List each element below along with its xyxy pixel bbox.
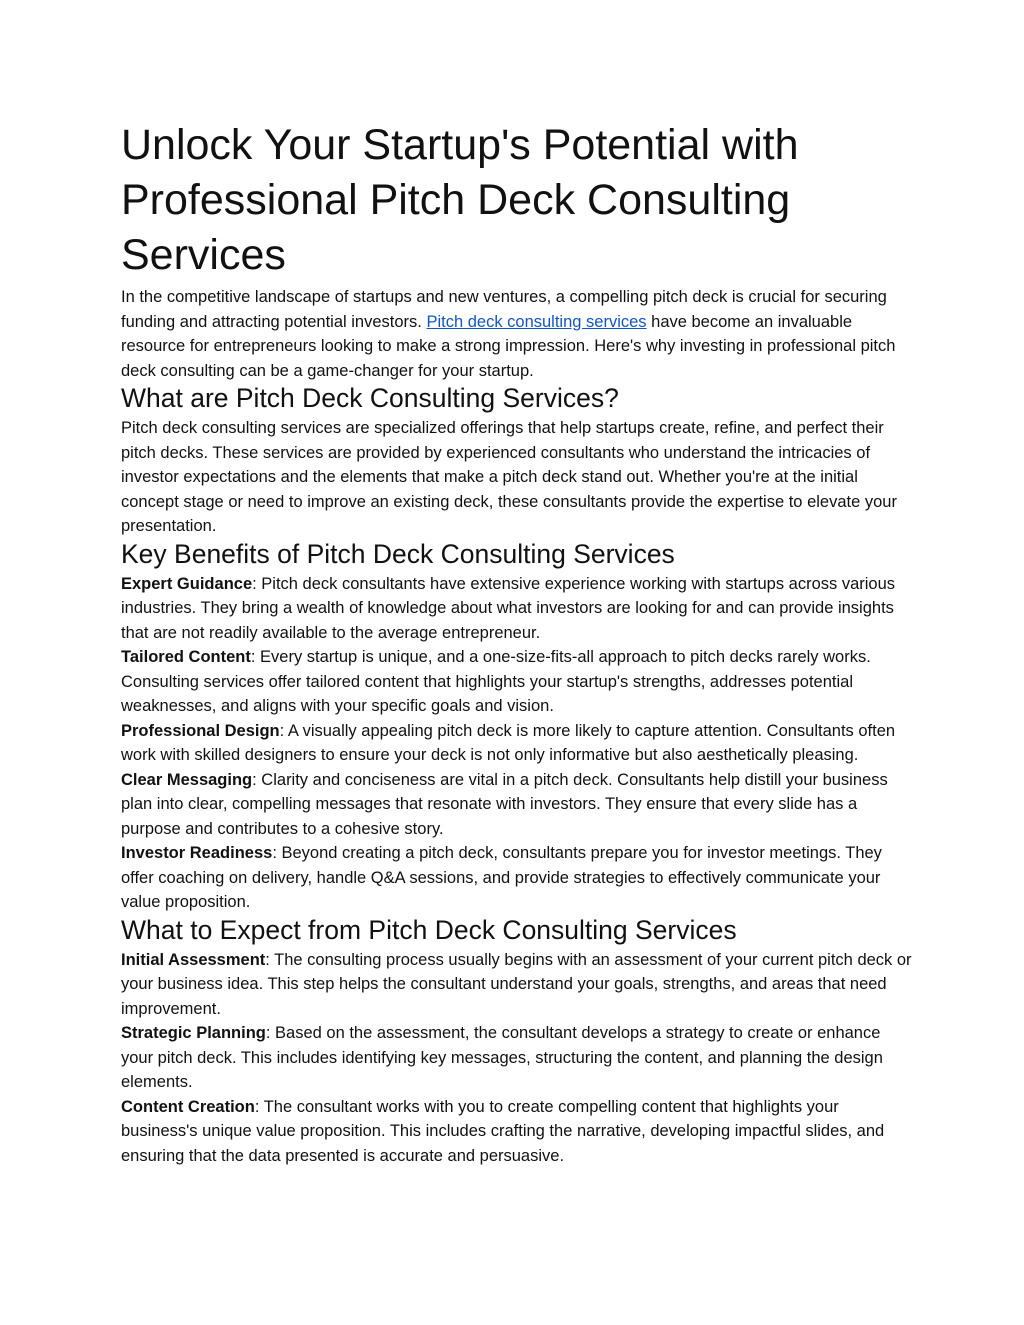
what-to-expect-list [121, 948, 913, 1169]
expect-text: : The consulting process usually begins with an assessment of your current pitch deck or your business idea. This step helps the consultant understand your goals, strengths, and areas that need improvement. [121, 950, 912, 1018]
benefit-item [121, 841, 913, 915]
benefit-text: : A visually appealing pitch deck is more likely to capture attention. Consultants often work with skilled designers to ensure your deck is not only informative but also aesthetically pleasing. [121, 721, 896, 764]
key-benefits-list [121, 572, 913, 915]
expect-term: Content Creation [121, 1097, 255, 1116]
intro-text-after-link: have become an invaluable resource for entrepreneurs looking to make a strong impression. Here's why investing in professional pitch deck consulting can be a game-changer for your startup. [121, 312, 896, 380]
intro-text-before-link: In the competitive landscape of startups and new ventures, a compelling pitch deck is crucial for securing funding and attracting potential investors. [121, 288, 887, 331]
expect-item [121, 1095, 913, 1169]
benefit-term: Professional Design [121, 721, 280, 740]
benefit-item [121, 768, 913, 842]
expect-item [121, 948, 913, 1022]
benefit-term: Expert Guidance [121, 574, 253, 593]
benefit-text: : Beyond creating a pitch deck, consultants prepare you for investor meetings. They offer coaching on delivery, handle Q&A sessions, and provide strategies to effectively communicate your value proposition. [121, 844, 882, 911]
document-page [121, 118, 913, 1168]
pitch-deck-consulting-link[interactable]: Pitch deck consulting services [426, 312, 647, 331]
benefit-item [121, 572, 913, 646]
expect-term: Strategic Planning [121, 1024, 266, 1042]
expect-text: : The consultant works with you to create compelling content that highlights your business's unique value proposition. This includes crafting the narrative, developing impactful slides, and ensuring that the data presented is accurate and persuasive. [121, 1097, 885, 1165]
section-heading-what-are: What are Pitch Deck Consulting Services? [121, 383, 619, 413]
section-what-are-body: Pitch deck consulting services are specialized offerings that help startups create, refine, and perfect their pitch decks. These services are provided by experienced consultants who understand the intricacies of investor expectations and the elements that make a pitch deck stand out. Whether you're at the initial concept stage or need to improve an existing deck, these consultants provide the expertise to elevate your presentation. [121, 419, 897, 535]
benefit-term: Tailored Content [121, 648, 251, 666]
benefit-term: Investor Readiness [121, 844, 273, 862]
benefit-item [121, 645, 913, 719]
benefit-term: Clear Messaging [121, 770, 253, 789]
expect-text: : Based on the assessment, the consultant develops a strategy to create or enhance your pitch deck. This includes identifying key messages, structuring the content, and planning the design elements. [121, 1024, 883, 1091]
expect-term: Initial Assessment [121, 950, 266, 969]
benefit-text: : Every startup is unique, and a one-size-fits-all approach to pitch decks rarely works. Consulting services offer tailored content that highlights your startup's strengths, addresses potential weaknesses, and aligns with your specific goals and vision. [121, 648, 871, 715]
intro-paragraph [121, 285, 913, 383]
expect-item [121, 1021, 913, 1095]
section-heading-what-to-expect: What to Expect from Pitch Deck Consulting Services [121, 914, 737, 945]
benefit-item [121, 719, 913, 768]
section-heading-key-benefits: Key Benefits of Pitch Deck Consulting Services [121, 538, 675, 569]
benefit-text: : Pitch deck consultants have extensive experience working with startups across various industries. They bring a wealth of knowledge about what investors are looking for and can provide insights that are not readily available to the average entrepreneur. [121, 574, 896, 642]
page-title: Unlock Your Startup's Potential with Professional Pitch Deck Consulting Services [121, 121, 799, 279]
benefit-text: : Clarity and conciseness are vital in a pitch deck. Consultants help distill your business plan into clear, compelling messages that resonate with investors. They ensure that every slide has a purpose and contributes to a cohesive story. [121, 770, 888, 838]
